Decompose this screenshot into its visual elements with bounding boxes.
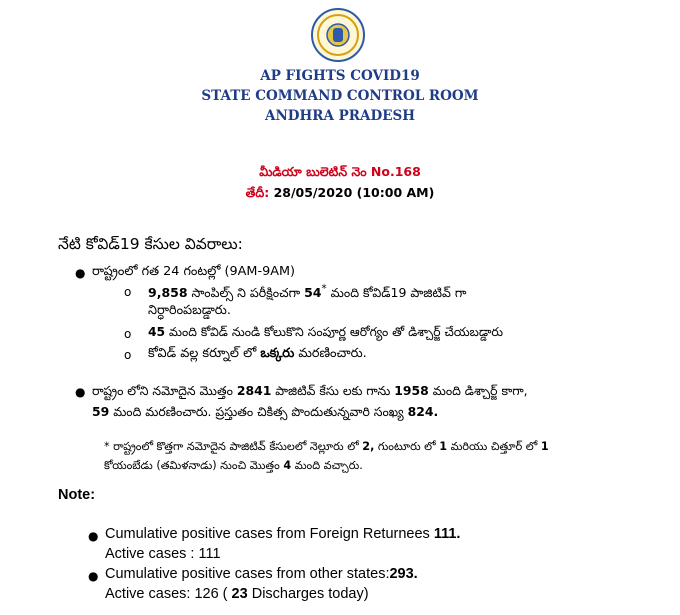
states-discharges: 23	[231, 586, 248, 602]
total-deaths: 59	[92, 404, 110, 419]
footnote-line1: * రాష్ట్రంలో కొత్తగా నమోదైన పాజిటివ్ కేసులలో నెల్లూరు లో 2, గుంటూరు లో 1 మరియు చిత్తూర్ లో 1	[104, 440, 549, 453]
header-subtitle: STATE COMMAND CONTROL ROOM	[201, 88, 479, 104]
samples-count: 9,858	[148, 285, 188, 301]
active-cases: 824.	[407, 404, 439, 419]
bullet2-line2: 59 మంది మరణించారు. ప్రస్తుతం చికిత్స పొందుతున్నవారి సంఖ్య 824.	[92, 404, 439, 419]
header-state: ANDHRA PRADESH	[264, 108, 416, 124]
bullet1-sub1-cont: నిర్ధారింపబడ్డారు.	[148, 303, 231, 318]
header-title: AP FIGHTS COVID19	[260, 68, 420, 84]
foreign-value: 111.	[433, 526, 461, 542]
date-value: 28/05/2020 (10:00 AM)	[273, 185, 435, 200]
bullet-dot-icon: ●	[88, 529, 99, 543]
total-positive: 2841	[236, 383, 272, 398]
bulletin-date	[0, 185, 680, 204]
total-discharged: 1958	[394, 383, 429, 398]
note-foreign-active: Active cases : 111	[105, 546, 221, 562]
positive-count: 54	[304, 285, 322, 301]
states-value: 293.	[389, 566, 418, 582]
footnote-line2: కోయంబేడు (తమిళనాడు) నుంచి మొత్తం 4 మంది వచ్చారు.	[104, 459, 363, 472]
death-count: ఒక్కరు	[260, 346, 295, 361]
circle-bullet-icon: o	[124, 285, 132, 299]
bullet1-sub1: 9,858 సాంపిల్స్ ని పరీక్షించగా 54* మంది కోవిడ్19 పాజిటివ్ గా	[148, 283, 467, 301]
note-states-active: Active cases: 126 ( 23 Discharges today)	[105, 586, 369, 602]
bullet-dot-icon: ●	[88, 569, 99, 583]
bullet1-sub2: 45 మంది కోవిడ్ నుండి కోలుకొని సంపూర్ణ ఆరోగ్యం తో డిశ్చార్జ్ చేయబడ్డారు	[148, 325, 503, 339]
note-title: Note:	[58, 487, 96, 503]
circle-bullet-icon: o	[124, 348, 132, 362]
section-title: నేటి కోవిడ్19 కేసుల వివరాలు:	[58, 235, 243, 253]
bullet1-lead: రాష్ట్రంలో గత 24 గంటల్లో (9AM-9AM)	[92, 264, 296, 279]
bullet2-line1: రాష్ట్రం లోని నమోదైన మొత్తం 2841 పాజిటివ్ కేసు లకు గాను 1958 మంది డిశ్చార్జ్ కాగా,	[92, 383, 528, 398]
bullet-dot-icon: ●	[75, 385, 86, 399]
bulletin-number: మీడియా బులెటిన్ నెం No.168	[259, 164, 421, 179]
date-label: తేదీ:	[245, 185, 270, 200]
bullet-dot-icon: ●	[75, 266, 86, 280]
bullet1-sub3: కోవిడ్ వల్ల కర్నూల్ లో ఒక్కరు మరణించారు.	[148, 346, 367, 361]
note-states: Cumulative positive cases from other states:293.	[105, 566, 418, 582]
recovered-count: 45	[148, 325, 166, 339]
note-foreign: Cumulative positive cases from Foreign Returnees 111.	[105, 526, 461, 542]
ap-state-emblem	[310, 6, 366, 64]
circle-bullet-icon: o	[124, 327, 132, 341]
